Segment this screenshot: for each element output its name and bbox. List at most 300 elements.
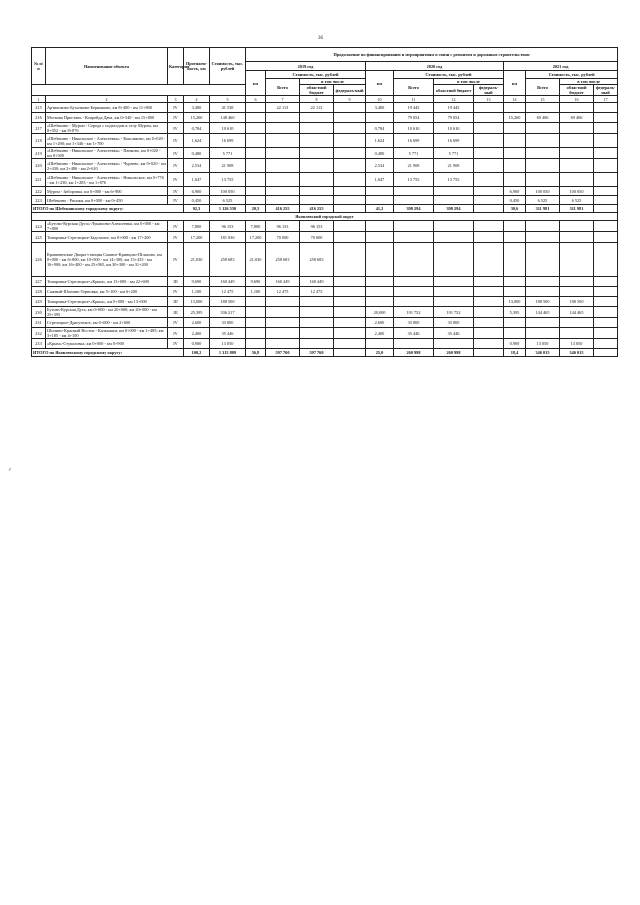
cell-r20: 79 054 (434, 113, 474, 123)
cell-f20 (474, 339, 504, 349)
cell-cat: III (168, 277, 184, 287)
total-k19: 20,5 (246, 205, 266, 213)
cell-f21 (594, 148, 618, 159)
cell-f19 (334, 232, 366, 243)
object-name: Крапивенские Дворы-станция Сажное-Кривцово-Шляхово, км 0+000 - км 6+800, км 10+500 - км 14+300, км 15+435 - км 16+900; км 16+400 - км 25+065, км 30+300 - км 31+200 (46, 243, 168, 277)
object-name: «Крым»-Стукаловка, км 0+000 - км 0+900 (46, 339, 168, 349)
total-f20 (474, 349, 504, 357)
cell-len: 7,800 (184, 221, 210, 232)
cell-t20: 10 610 (394, 123, 434, 134)
table-row (32, 318, 618, 328)
cell-r21 (560, 159, 594, 173)
cell-f20 (474, 232, 504, 243)
cell-r19 (300, 318, 334, 328)
column-number: 6 (246, 96, 266, 103)
cell-k21 (504, 159, 526, 173)
cell-cost: 5 771 (210, 148, 246, 159)
cell-t21 (526, 159, 560, 173)
row-number: 226 (32, 243, 46, 277)
cell-f19 (334, 134, 366, 148)
cell-cost: 336 217 (210, 307, 246, 318)
header-cost-2020: Стоимость, тыс. рублей (394, 71, 504, 79)
cell-k21 (504, 243, 526, 277)
cell-f21 (594, 297, 618, 307)
cell-r21: 188 500 (560, 297, 594, 307)
cell-cat: IV (168, 287, 184, 297)
cell-k20 (366, 113, 394, 123)
cell-cat: IV (168, 103, 184, 113)
cell-k20 (366, 243, 394, 277)
object-name: Артюшково-Бухалково-Бершаково, км 8+400 - км 11+800 (46, 103, 168, 113)
cell-r20 (434, 187, 474, 196)
cell-f20 (474, 318, 504, 328)
header-total-2020: Всего (394, 79, 434, 96)
column-number: 17 (594, 96, 618, 103)
cell-k21 (504, 221, 526, 232)
row-number: 219 (32, 148, 46, 159)
cell-r20 (434, 287, 474, 297)
cell-t20 (394, 339, 434, 349)
table-row (32, 339, 618, 349)
cell-t19 (266, 297, 300, 307)
cell-r21 (560, 232, 594, 243)
header-incl-2021: в том числе (560, 79, 618, 85)
total-row (32, 205, 618, 213)
cell-r21 (560, 221, 594, 232)
cell-k21 (504, 277, 526, 287)
cell-t20 (394, 196, 434, 205)
cell-f19 (334, 103, 366, 113)
total-f19 (334, 205, 366, 213)
table-row (32, 148, 618, 159)
cell-len: 1,624 (184, 134, 210, 148)
header-regional-2020: областной бюджет (434, 85, 474, 96)
total-label: ИТОГО по Яковлевскому городскому округу: (32, 349, 184, 357)
table-row (32, 232, 618, 243)
cell-r20 (434, 297, 474, 307)
cell-f20 (474, 277, 504, 287)
total-t19: 416 255 (266, 205, 300, 213)
total-row (32, 349, 618, 357)
object-name: «Шебекино - Никольское - Алексеевка» - Никольское, км 0+776 - км 1+230; км 1+283 - км 1+876 (46, 173, 168, 187)
header-name: Наименование объекта (46, 48, 168, 85)
total-len: 100,2 (184, 349, 210, 357)
object-name: Томаровка-Стрелецкое-«Крым», км 0+000 - км 13+000 (46, 297, 168, 307)
cell-k19: 7,800 (246, 221, 266, 232)
cell-len: 17,200 (184, 232, 210, 243)
cell-t19 (266, 148, 300, 159)
cell-t20: 191 752 (394, 307, 434, 318)
cell-f20 (474, 221, 504, 232)
cell-r20: 16 699 (434, 134, 474, 148)
object-name: Шопино-Красный Восток - Кальмыки, км 0+000 - км 1+485; км 3+185 - км 4+100 (46, 328, 168, 339)
total-f19 (334, 349, 366, 357)
cell-k21: 6,900 (504, 187, 526, 196)
cell-f19 (334, 221, 366, 232)
cell-len: 2,600 (184, 318, 210, 328)
header-km-2021: км (504, 71, 526, 96)
cell-t21: 144 465 (526, 307, 560, 318)
cell-t20 (394, 287, 434, 297)
cell-f19 (334, 339, 366, 349)
cell-t21 (526, 148, 560, 159)
cell-r19 (300, 134, 334, 148)
cell-cat: IV (168, 243, 184, 277)
total-t21: 311 981 (526, 205, 560, 213)
cell-r20: 191 752 (434, 307, 474, 318)
cell-k20: 3,400 (366, 103, 394, 113)
total-k21: 18,4 (504, 349, 526, 357)
cell-f21 (594, 328, 618, 339)
cell-r19: 258 683 (300, 243, 334, 277)
cell-t21: 6 525 (526, 196, 560, 205)
cell-f19 (334, 277, 366, 287)
cell-t20 (394, 221, 434, 232)
cell-t19 (266, 123, 300, 134)
cell-t21: 100 050 (526, 187, 560, 196)
cell-r21 (560, 173, 594, 187)
cell-r21: 6 525 (560, 196, 594, 205)
cell-len: 0,784 (184, 123, 210, 134)
column-number: 12 (434, 96, 474, 103)
page-number: 36 (318, 36, 323, 41)
cell-r19: 70 000 (300, 232, 334, 243)
cell-k19 (246, 134, 266, 148)
cell-k19 (246, 307, 266, 318)
cell-cat: IV (168, 328, 184, 339)
cell-cat: IV (168, 232, 184, 243)
cell-k19 (246, 173, 266, 187)
total-f20 (474, 205, 504, 213)
cell-k19: 9,690 (246, 277, 266, 287)
object-name: «Шебекино - Никольское - Алексеевка» - Кошлаково, км 0+020 - км 1+290; км 1+346 - км 1+700 (46, 134, 168, 148)
cell-cat: IV (168, 196, 184, 205)
cell-t21 (526, 221, 560, 232)
column-number: 15 (526, 96, 560, 103)
cell-t20 (394, 187, 434, 196)
cell-k21 (504, 287, 526, 297)
cell-cost: 33 800 (210, 318, 246, 328)
cell-cat: IV (168, 148, 184, 159)
total-r19: 597 760 (300, 349, 334, 357)
column-number: 11 (394, 96, 434, 103)
cell-r19: 96 153 (300, 221, 334, 232)
cell-r20: 35 446 (434, 328, 474, 339)
cell-len: 0,480 (184, 148, 210, 159)
cell-r20: 19 445 (434, 103, 474, 113)
cell-t21 (526, 232, 560, 243)
object-name: Томаровка-Стрелецкое-Задельное, км 0+000 - км 17+200 (46, 232, 168, 243)
cell-len: 21,030 (184, 243, 210, 277)
cell-len: 2,534 (184, 159, 210, 173)
cell-r21: 69 406 (560, 113, 594, 123)
cell-t21 (526, 318, 560, 328)
cell-t20: 79 054 (394, 113, 434, 123)
cell-len: 1,100 (184, 287, 210, 297)
cell-cost: 12 475 (210, 287, 246, 297)
cell-r20: 33 800 (434, 318, 474, 328)
cell-f19 (334, 187, 366, 196)
cell-t19: 160 449 (266, 277, 300, 287)
cell-r19 (300, 148, 334, 159)
object-name: «Шебекино - Муром - Середа с подъездом к селу Муром, км 8+052 - км 8+876 (46, 123, 168, 134)
cell-k21 (504, 173, 526, 187)
total-f21 (594, 349, 618, 357)
column-number: 1 (32, 96, 46, 103)
column-numbers-row (32, 96, 618, 103)
cell-t21 (526, 287, 560, 297)
cell-r21: 100 050 (560, 187, 594, 196)
object-name: Стрелецкое-Драгунское, км 0+000 - км 2+600 (46, 318, 168, 328)
total-k20: 25,0 (366, 349, 394, 357)
total-t20: 398 294 (394, 205, 434, 213)
cell-r20 (434, 277, 474, 287)
margin-mark: ✓ (8, 468, 13, 473)
cell-f20 (474, 328, 504, 339)
row-number: 220 (32, 159, 46, 173)
cell-f21 (594, 307, 618, 318)
cell-k19 (246, 113, 266, 123)
header-year-2020: 2020 год (366, 62, 504, 71)
cell-k20: 1,047 (366, 173, 394, 187)
header-total-2019: Всего (266, 79, 300, 96)
cell-t21: 69 406 (526, 113, 560, 123)
cell-f21 (594, 243, 618, 277)
cell-k20: 1,624 (366, 134, 394, 148)
cell-k21: 13,000 (504, 297, 526, 307)
cell-len: 25,395 (184, 307, 210, 318)
header-no: № п/п (32, 48, 46, 85)
cell-f21 (594, 196, 618, 205)
table-row (32, 297, 618, 307)
cell-k21: 0,900 (504, 339, 526, 349)
cell-r19 (300, 307, 334, 318)
cell-r19 (300, 159, 334, 173)
cell-k19 (246, 297, 266, 307)
cell-f19 (334, 287, 366, 297)
cell-t19: 22 113 (266, 103, 300, 113)
cell-cost: 13 755 (210, 173, 246, 187)
header-cost-2019: Стоимость, тыс. рублей (266, 71, 366, 79)
cell-r21 (560, 103, 594, 113)
section-row (32, 213, 618, 221)
cell-t19 (266, 328, 300, 339)
cell-len: 15,260 (184, 113, 210, 123)
cell-k20 (366, 297, 394, 307)
cell-k21: 0,450 (504, 196, 526, 205)
cell-t21: 188 500 (526, 297, 560, 307)
cell-k20 (366, 287, 394, 297)
row-number: 222 (32, 187, 46, 196)
cell-len: 13,000 (184, 297, 210, 307)
row-number: 233 (32, 339, 46, 349)
cell-cost: 96 153 (210, 221, 246, 232)
cell-f19 (334, 196, 366, 205)
cell-r19 (300, 173, 334, 187)
table-row (32, 243, 618, 277)
cell-f21 (594, 318, 618, 328)
cell-t19 (266, 339, 300, 349)
cell-f20 (474, 297, 504, 307)
cell-t19 (266, 159, 300, 173)
cell-t21 (526, 243, 560, 277)
cell-r21 (560, 123, 594, 134)
header-km-2020: км (366, 71, 394, 96)
cell-len: 6,900 (184, 187, 210, 196)
column-number: 9 (334, 96, 366, 103)
cell-t19 (266, 113, 300, 123)
cell-r20 (434, 339, 474, 349)
total-r21: 311 981 (560, 205, 594, 213)
cell-k21 (504, 328, 526, 339)
header-cost: Стоимость, тыс. рублей (210, 48, 246, 85)
cell-cost: 188 500 (210, 297, 246, 307)
total-f21 (594, 205, 618, 213)
table-row (32, 277, 618, 287)
row-number: 230 (32, 307, 46, 318)
cell-r20 (434, 196, 474, 205)
cell-t21 (526, 173, 560, 187)
cell-f20 (474, 173, 504, 187)
cell-r19: 160 449 (300, 277, 334, 287)
cell-cost: 41 538 (210, 103, 246, 113)
cell-f20 (474, 307, 504, 318)
column-number: 4 (184, 96, 210, 103)
cell-t19: 96 153 (266, 221, 300, 232)
cell-k20 (366, 187, 394, 196)
cell-r19 (300, 123, 334, 134)
cell-r21 (560, 243, 594, 277)
total-label: ИТОГО по Шебекинскому городскому округу: (32, 205, 184, 213)
cell-f21 (594, 221, 618, 232)
cell-k20 (366, 221, 394, 232)
cell-cost: 258 683 (210, 243, 246, 277)
row-number: 231 (32, 318, 46, 328)
cell-r20 (434, 243, 474, 277)
cell-r19 (300, 297, 334, 307)
cell-f21 (594, 134, 618, 148)
cell-r21 (560, 287, 594, 297)
table-row (32, 187, 618, 196)
header-federal-2019: федераль-ный (334, 85, 366, 96)
column-number: 3 (168, 96, 184, 103)
cell-f20 (474, 187, 504, 196)
table-row (32, 134, 618, 148)
header-incl-2020: в том числе (434, 79, 504, 85)
cell-r20: 5 771 (434, 148, 474, 159)
cell-k21 (504, 123, 526, 134)
column-number: 16 (560, 96, 594, 103)
cell-r19 (300, 113, 334, 123)
header-federal-2021: федераль-ный (594, 85, 618, 96)
cell-r19 (300, 339, 334, 349)
cell-f20 (474, 148, 504, 159)
cell-t20: 33 800 (394, 318, 434, 328)
cell-t21 (526, 134, 560, 148)
cell-r21: 144 465 (560, 307, 594, 318)
object-name: «Шебекино - Никольское - Алексеевка» - Чураево, км 0+020 - км 2+430; км 2+486 - км 2+610 (47, 160, 166, 171)
table-row (32, 123, 618, 134)
object-name: Томаровка-Стрелецкое-«Крым», км 13+000 - км 22+690 (46, 277, 168, 287)
cell-r19 (300, 328, 334, 339)
cell-f21 (594, 173, 618, 187)
object-name: «Шебекино - Никольское - Алексеевка» - Панково, км 0+020 - км 0+500 (46, 148, 168, 159)
cell-k19: 17,200 (246, 232, 266, 243)
cell-r20 (434, 232, 474, 243)
header-km-2019: км (246, 71, 266, 96)
cell-t19: 70 000 (266, 232, 300, 243)
header-year-2019: 2019 год (246, 62, 366, 71)
cell-r19 (300, 196, 334, 205)
header-total-2021: Всего (526, 79, 560, 96)
total-r20: 398 294 (434, 205, 474, 213)
cell-k21: 5,395 (504, 307, 526, 318)
cell-t19: 258 683 (266, 243, 300, 277)
cell-len: 2,400 (184, 328, 210, 339)
cell-f20 (474, 196, 504, 205)
header-length: Протяжен-ность, км (184, 48, 210, 85)
cell-t19 (266, 196, 300, 205)
header-incl-2019: в том числе (300, 79, 366, 85)
cell-f20 (474, 159, 504, 173)
table-row (32, 328, 618, 339)
header-regional-2021: областной бюджет (560, 85, 594, 96)
total-r19: 416 255 (300, 205, 334, 213)
row-number: 215 (32, 103, 46, 113)
cell-f19 (334, 328, 366, 339)
cell-k19 (246, 318, 266, 328)
cell-f20 (474, 113, 504, 123)
cell-k20: 20,000 (366, 307, 394, 318)
cell-t20 (394, 297, 434, 307)
table-row (32, 173, 618, 187)
cell-cat: IV (168, 113, 184, 123)
cell-k21 (504, 148, 526, 159)
cell-k20: 0,784 (366, 123, 394, 134)
cell-f19 (334, 113, 366, 123)
table-row (32, 196, 618, 205)
cell-k20 (366, 232, 394, 243)
cell-cat: IV (168, 173, 184, 187)
column-number: 7 (266, 96, 300, 103)
cell-k20: 2,534 (366, 159, 394, 173)
cell-t20 (394, 277, 434, 287)
cell-t19 (266, 318, 300, 328)
cell-f21 (594, 113, 618, 123)
table-row (32, 307, 618, 318)
cell-f20 (474, 103, 504, 113)
cell-t20 (394, 232, 434, 243)
cell-t19: 12 475 (266, 287, 300, 297)
column-number: 14 (504, 96, 526, 103)
cell-k20: 2,600 (366, 318, 394, 328)
cell-k19 (246, 148, 266, 159)
cell-cat: IV (168, 318, 184, 328)
cell-k19 (246, 187, 266, 196)
cell-k21 (504, 232, 526, 243)
total-t21: 346 015 (526, 349, 560, 357)
column-number: 10 (366, 96, 394, 103)
cell-r21 (560, 328, 594, 339)
cell-f19 (334, 318, 366, 328)
header-program-title: Продолжение по финансированию и мероприятиям в связи с ремонтом и дорожным строительством (246, 48, 618, 62)
cell-k20 (366, 196, 394, 205)
total-t19: 597 760 (266, 349, 300, 357)
cell-f19 (334, 173, 366, 187)
object-name: «Бутово-Курская Дуга»-Лукашово-Алексеевка, км 0+000 - км 7+800 (46, 221, 168, 232)
cell-f21 (594, 159, 618, 173)
column-number: 2 (46, 96, 168, 103)
